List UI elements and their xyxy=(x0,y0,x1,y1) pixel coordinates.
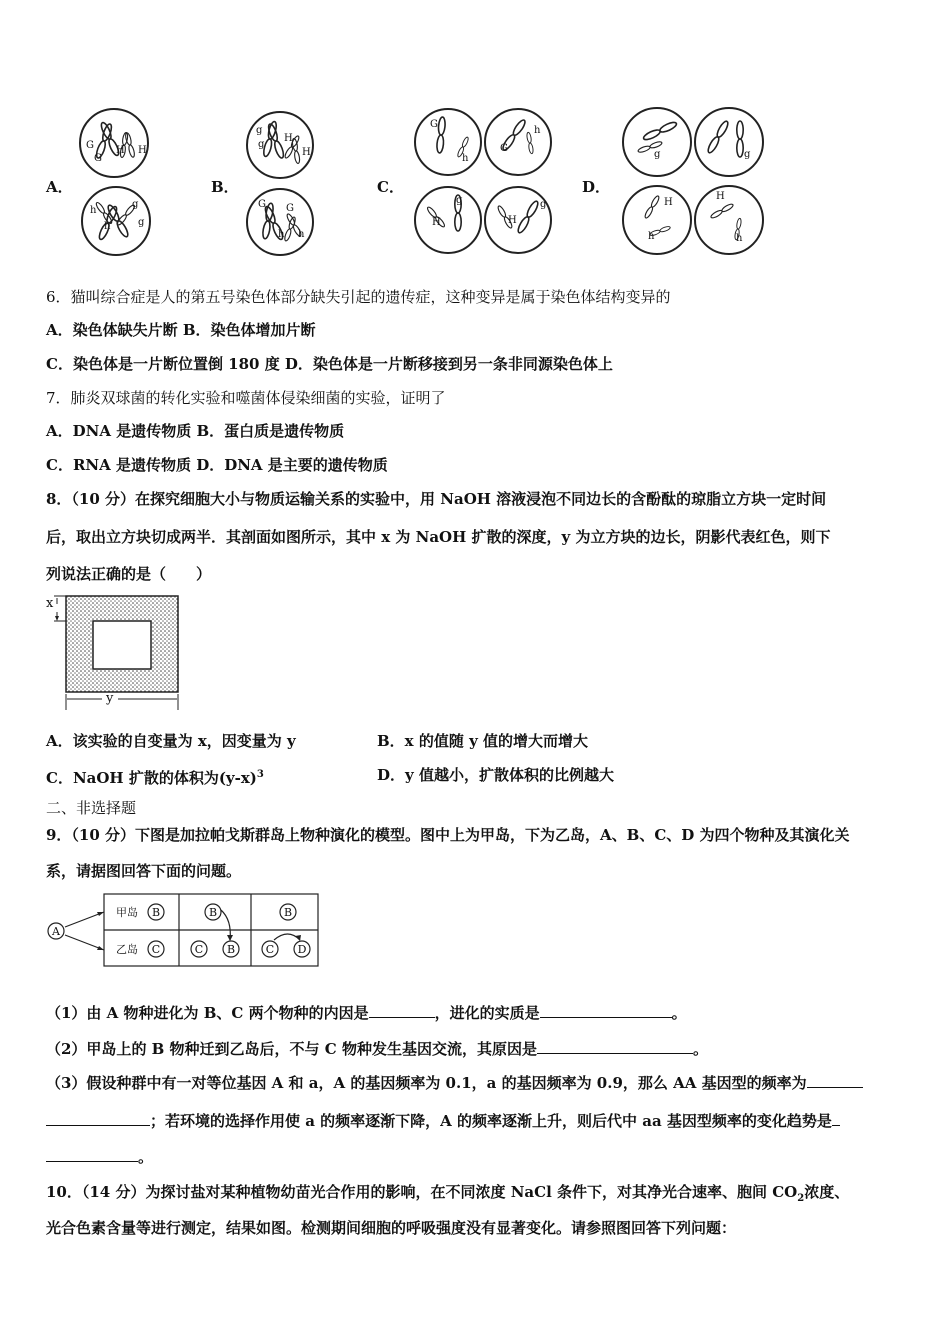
gene-label: H xyxy=(138,145,147,156)
gene-label: g xyxy=(132,199,139,210)
gene-label: g xyxy=(138,217,145,228)
gene-label: g xyxy=(258,139,265,150)
gene-label: G xyxy=(86,140,94,151)
q8-option-b: B．x 的值随 y 值的增大而增大 xyxy=(377,732,589,750)
answer-blank[interactable] xyxy=(46,1147,138,1162)
species-b: B xyxy=(151,906,161,919)
answer-blank[interactable] xyxy=(369,1003,435,1018)
species-b: B xyxy=(283,906,293,919)
gene-label: h xyxy=(278,229,285,240)
island-evolution-figure xyxy=(40,890,330,972)
option-c-label: C． xyxy=(377,178,404,196)
gene-label: G xyxy=(258,199,266,210)
gene-label: h xyxy=(648,231,655,242)
cell-d-2 xyxy=(695,108,763,176)
q6-options-ab: A．染色体缺失片断 B．染色体增加片断 xyxy=(46,321,316,339)
gene-label: g xyxy=(654,149,661,160)
q8-option-c: C．NaOH 扩散的体积为$(y-x)^3$ xyxy=(46,769,264,787)
q7-options-ab: A．DNA 是遗传物质 B．蛋白质是遗传物质 xyxy=(46,422,345,440)
q8-option-d: D．y 值越小，扩散体积的比例越大 xyxy=(377,766,614,784)
q9-line-2: 系，请据图回答下面的问题。 xyxy=(46,862,242,880)
q8-line-2: 后，取出立方块切成两半．其剖面如图所示，其中 x 为 NaOH 扩散的深度，y 为立方块的边长，阴影代表红色，则下 xyxy=(46,528,831,546)
q9-line-1: 9．（10 分）下图是加拉帕戈斯群岛上物种演化的模型。图中上为甲岛，下为乙岛，A、B、C、D 为四个物种及其演化关 xyxy=(46,826,850,844)
island-yi-label: 乙岛 xyxy=(116,943,138,956)
species-b: B xyxy=(226,943,236,956)
gene-label: H xyxy=(284,133,293,144)
answer-blank[interactable] xyxy=(46,1111,150,1126)
option-a-label: A． xyxy=(46,178,73,196)
q10-line-1: 10．（14 分）为探讨盐对某种植物幼苗光合作用的影响，在不同浓度 NaCl 条件下，对其净光合速率、胞间 $CO_2$浓度、 xyxy=(46,1183,850,1204)
cell-c-2 xyxy=(485,109,551,175)
gene-label: H xyxy=(116,145,125,156)
q9-sub-1: （1）由 A 物种进化为 B、C 两个物种的内因是 ，进化的实质是 。 xyxy=(46,1004,687,1022)
cell-d-4 xyxy=(695,186,763,254)
q8-line-3: 列说法正确的是（ ） xyxy=(46,565,212,583)
q6-options-cd: C．染色体是一片断位置倒 180 度 D．染色体是一片断移接到另一条非同源染色体上 xyxy=(46,355,613,373)
agar-cube-section-figure xyxy=(40,590,190,715)
gene-label: h xyxy=(90,205,97,216)
answer-blank[interactable] xyxy=(832,1111,840,1126)
species-c: C xyxy=(265,943,275,956)
species-c: C xyxy=(194,943,204,956)
gene-label: h xyxy=(462,153,469,164)
gene-label: G xyxy=(500,143,508,154)
cell-c-3 xyxy=(415,187,481,253)
species-b: B xyxy=(208,906,218,919)
gene-label: G xyxy=(94,153,102,164)
species-c: C xyxy=(151,943,161,956)
gene-label: g xyxy=(744,149,751,160)
q9-sub-2: （2）甲岛上的 B 物种迁到乙岛后，不与 C 物种发生基因交流，其原因是 。 xyxy=(46,1040,708,1058)
gene-label: h xyxy=(736,233,743,244)
species-d: D xyxy=(297,943,307,956)
gene-label: G xyxy=(430,119,438,130)
y-label: y xyxy=(106,691,114,706)
cell-b-bottom xyxy=(247,189,313,255)
x-label: x xyxy=(46,596,54,611)
q8-line-1: 8．（10 分）在探究细胞大小与物质运输关系的实验中，用 NaOH 溶液浸泡不同边长的含酚酞的琼脂立方块一定时间 xyxy=(46,490,827,508)
gene-label: g xyxy=(256,125,263,136)
species-a: A xyxy=(52,925,60,938)
gene-label: G xyxy=(286,203,294,214)
gene-label: h xyxy=(534,125,541,136)
answer-blank[interactable] xyxy=(540,1003,672,1018)
chromosome-figures xyxy=(0,95,800,265)
cell-c-1 xyxy=(415,109,481,175)
q7-stem: 7．肺炎双球菌的转化实验和噬菌体侵染细菌的实验，证明了 xyxy=(46,389,446,407)
answer-blank[interactable] xyxy=(537,1039,693,1054)
q9-sub-3-line-2: ；若环境的选择作用使 a 的频率逐渐下降，A 的频率逐渐上升，则后代中 aa 基因型频率的变化趋势是 xyxy=(46,1111,840,1131)
gene-label: h xyxy=(104,221,111,232)
unshaded-core xyxy=(93,621,151,669)
gene-label: H xyxy=(432,217,441,228)
option-d-label: D． xyxy=(582,178,611,196)
q8-option-a: A．该实验的自变量为 x，因变量为 y xyxy=(46,732,296,750)
gene-label: H xyxy=(664,197,673,208)
gene-label: g xyxy=(456,195,463,206)
q9-sub-3-line-1: （3）假设种群中有一对等位基因 A 和 a，A 的基因频率为 0.1，a 的基因频率为 0.9，那么 AA 基因型的频率为 xyxy=(46,1073,863,1093)
gene-label: H xyxy=(716,191,725,202)
q7-options-cd: C．RNA 是遗传物质 D．DNA 是主要的遗传物质 xyxy=(46,456,388,474)
q6-stem: 6．猫叫综合症是人的第五号染色体部分缺失引起的遗传症，这种变异是属于染色体结构变异的 xyxy=(46,288,671,306)
q9-sub-3-line-3: 。 xyxy=(46,1147,153,1167)
gene-label: H xyxy=(508,215,517,226)
answer-blank[interactable] xyxy=(807,1073,863,1088)
island-jia-label: 甲岛 xyxy=(116,906,138,919)
gene-label: h xyxy=(298,229,305,240)
gene-label: g xyxy=(540,199,547,210)
q10-line-2: 光合色素含量等进行测定，结果如图。检测期间细胞的呼吸强度没有显著变化。请参照图回答下列问题： xyxy=(46,1219,737,1237)
section-heading: 二、非选择题 xyxy=(46,799,137,817)
option-b-label: B． xyxy=(211,178,239,196)
gene-label: H xyxy=(302,147,311,158)
cell-c-4 xyxy=(485,187,551,253)
